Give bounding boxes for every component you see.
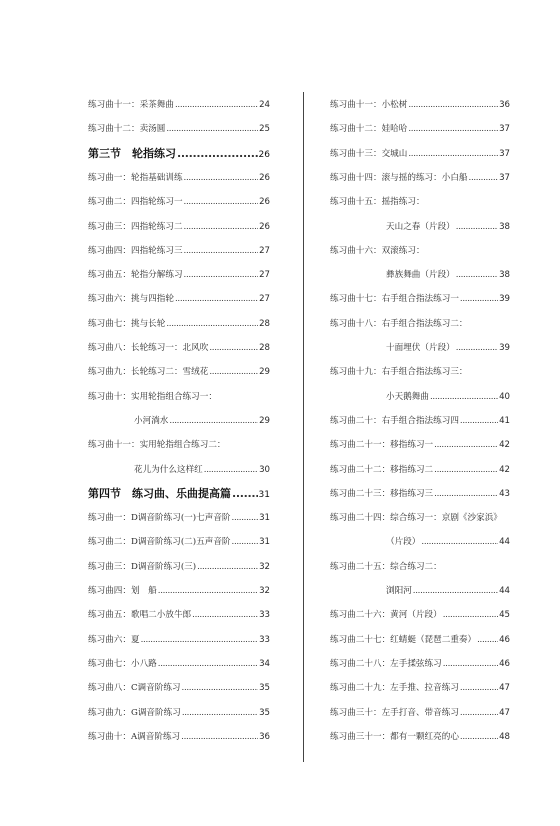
toc-entry[interactable]: [330, 194, 510, 210]
dot-leader: [460, 413, 498, 429]
dot-leader: [182, 680, 259, 696]
toc-page-number: 46: [499, 658, 510, 669]
toc-entry[interactable]: [330, 121, 510, 137]
toc-entry-title: 练习曲一：D调音阶练习(一)七声音阶: [88, 513, 231, 524]
dot-leader: [141, 632, 258, 648]
toc-page-number: 37: [499, 148, 510, 159]
toc-page-number: 30: [259, 464, 270, 475]
toc-page-number: 36: [259, 731, 270, 742]
toc-page-number: 41: [499, 415, 510, 426]
toc-entry-title: 练习曲六：夏: [88, 634, 140, 645]
toc-entry[interactable]: [88, 219, 270, 235]
dot-leader: [408, 97, 498, 113]
toc-entry-title: 练习曲二十四：综合练习一：京剧《沙家浜》: [330, 513, 502, 524]
toc-entry-title: 练习曲三十：左手打音、带音练习: [330, 707, 459, 718]
toc-entry[interactable]: [330, 291, 510, 307]
dot-leader: [434, 462, 498, 478]
toc-entry[interactable]: [88, 705, 270, 721]
dot-leader: [477, 632, 498, 648]
dot-leader: [158, 656, 258, 672]
toc-page-number: 32: [259, 561, 270, 572]
toc-page-number: 27: [259, 245, 270, 256]
toc-page-number: 26: [259, 197, 270, 208]
toc-page-number: 35: [259, 707, 270, 718]
toc-entry-title: 小河淌水: [134, 415, 169, 426]
toc-page-number: 44: [499, 586, 510, 596]
toc-page-number: 33: [259, 610, 270, 621]
dot-leader: [184, 170, 259, 186]
toc-entry[interactable]: [88, 364, 270, 380]
toc-entry[interactable]: [88, 437, 270, 453]
toc-entry-title: 练习曲七：小八路: [88, 658, 157, 669]
toc-page-number: 36: [499, 100, 510, 110]
toc-page-number: 40: [499, 391, 510, 402]
dot-leader: [232, 486, 258, 502]
toc-page-number: 39: [499, 343, 510, 353]
toc-entry[interactable]: [330, 680, 510, 696]
toc-entry[interactable]: [330, 729, 510, 745]
toc-entry-title: 练习曲二：四指轮练习一: [88, 197, 183, 208]
toc-entry[interactable]: [88, 583, 270, 599]
toc-page-number: 47: [499, 683, 510, 694]
toc-entry[interactable]: [330, 583, 510, 599]
dot-leader: [175, 97, 258, 113]
dot-leader: [413, 583, 498, 599]
toc-page-number: 37: [499, 172, 510, 183]
dot-leader: [456, 219, 498, 235]
toc-entry-title: 十面埋伏（片段）: [386, 343, 455, 353]
toc-page-number: 27: [259, 294, 270, 305]
dot-leader: [443, 607, 498, 623]
toc-entry-title: 练习曲八：长轮练习一：北风吹: [88, 343, 209, 353]
toc-entry[interactable]: [88, 656, 270, 672]
toc-entry[interactable]: [88, 267, 270, 283]
toc-entry[interactable]: [330, 437, 510, 453]
toc-entry-title: 第四节 练习曲、乐曲提高篇: [88, 486, 231, 500]
dot-leader: [169, 413, 258, 429]
toc-page-number: 29: [259, 367, 270, 378]
toc-page-number: 29: [259, 415, 270, 426]
toc-entry[interactable]: [88, 632, 270, 648]
toc-entry[interactable]: [330, 607, 510, 623]
toc-entry-title: 练习曲十一：小松树: [330, 100, 408, 110]
toc-page-number: 26: [259, 172, 270, 183]
toc-page-number: 25: [259, 124, 270, 135]
toc-entry-title: 练习曲五：歌唱二小放牛郎: [88, 610, 192, 621]
toc-page-number: 27: [259, 270, 270, 281]
toc-entry[interactable]: [330, 97, 510, 113]
toc-entry[interactable]: [88, 243, 270, 259]
toc-page-number: 34: [259, 658, 270, 669]
toc-entry-title: 练习曲十：实用轮指组合练习一：: [88, 391, 217, 402]
toc-page-number: 38: [499, 221, 510, 232]
toc-entry[interactable]: [330, 340, 510, 356]
dot-leader: [192, 607, 258, 623]
toc-page-number: 35: [259, 683, 270, 694]
dot-leader: [166, 316, 258, 332]
toc-page-number: 37: [499, 124, 510, 135]
toc-entry-title: 练习曲十七：右手组合指法练习一: [330, 294, 459, 305]
toc-entry[interactable]: [88, 510, 270, 526]
toc-entry[interactable]: [330, 486, 510, 502]
toc-page-number: 31: [259, 537, 270, 548]
toc-entry-title: 小天鹅舞曲: [386, 391, 429, 402]
dot-leader: [184, 194, 259, 210]
toc-page-number: 24: [259, 100, 270, 110]
toc-entry[interactable]: [88, 534, 270, 550]
toc-entry[interactable]: [330, 243, 510, 259]
toc-page-number: 45: [499, 610, 510, 621]
toc-entry[interactable]: [88, 170, 270, 186]
dot-leader: [181, 729, 258, 745]
dot-leader: [434, 486, 498, 502]
toc-page-number: 44: [499, 537, 510, 548]
toc-entry-title: 练习曲五：轮指分解练习: [88, 270, 183, 281]
toc-page-number: 28: [259, 318, 270, 329]
toc-entry[interactable]: [88, 607, 270, 623]
toc-entry-title: 练习曲二十三：移指练习三: [330, 488, 434, 499]
toc-entry[interactable]: [330, 656, 510, 672]
toc-entry[interactable]: [330, 146, 510, 162]
toc-entry[interactable]: [330, 534, 510, 550]
dot-leader: [209, 364, 258, 380]
toc-entry-title: 练习曲二十一：移指练习一: [330, 440, 434, 451]
toc-page-number: 42: [499, 440, 510, 451]
dot-leader: [456, 340, 498, 356]
toc-page-number: 48: [499, 731, 510, 742]
dot-leader: [158, 583, 258, 599]
toc-entry[interactable]: [88, 316, 270, 332]
toc-entry[interactable]: [330, 632, 510, 648]
toc-entry-title: 练习曲二十五：综合练习二：: [330, 561, 442, 572]
dot-leader: [166, 121, 258, 137]
toc-entry-title: 练习曲十四：滚与摇的练习：小白船: [330, 172, 468, 183]
toc-entry-title: 练习曲六：挑与四指轮: [88, 294, 174, 305]
toc-entry-title: 练习曲八：C调音阶练习: [88, 683, 181, 694]
toc-entry[interactable]: [330, 413, 510, 429]
toc-page-number: 46: [499, 634, 510, 645]
toc-entry-title: 练习曲十八：右手组合指法练习二：: [330, 318, 468, 329]
toc-entry-title: 练习曲十一：采茶舞曲: [88, 100, 174, 110]
toc-entry[interactable]: [88, 559, 270, 575]
dot-leader: [209, 340, 258, 356]
dot-leader: [430, 389, 498, 405]
toc-page-number: 26: [258, 149, 270, 160]
toc-entry-title: 练习曲四：四指轮练习三: [88, 245, 183, 256]
toc-entry-title: 练习曲十二：娃哈哈: [330, 124, 408, 135]
toc-entry[interactable]: [88, 729, 270, 745]
toc-section-heading[interactable]: [88, 486, 270, 502]
dot-leader: [469, 170, 499, 186]
toc-entry-title: 彝族舞曲（片段）: [386, 270, 455, 281]
toc-entry[interactable]: [88, 462, 270, 478]
toc-page-number: 28: [259, 343, 270, 353]
toc-entry-title: 练习曲十五：摇指练习：: [330, 197, 425, 208]
toc-entry[interactable]: [330, 705, 510, 721]
dot-leader: [177, 146, 258, 162]
toc-entry[interactable]: [88, 389, 270, 405]
toc-entry-title: 练习曲二十：右手组合指法练习四: [330, 415, 459, 426]
dot-leader: [184, 243, 259, 259]
toc-entry-title: 练习曲九：G调音阶练习: [88, 707, 181, 718]
toc-entry[interactable]: [330, 316, 510, 332]
dot-leader: [434, 437, 498, 453]
dot-leader: [184, 219, 259, 235]
toc-entry[interactable]: [330, 389, 510, 405]
dot-leader: [184, 267, 259, 283]
toc-entry-title: 练习曲二：D调音阶练习(二)五声音阶: [88, 537, 231, 548]
toc-page-number: 42: [499, 464, 510, 475]
dot-leader: [182, 705, 258, 721]
toc-entry[interactable]: [330, 510, 510, 526]
toc-entry-title: 天山之春（片段）: [386, 221, 455, 232]
toc-section-heading[interactable]: [88, 146, 270, 162]
toc-entry-title: 练习曲一：轮指基础训练: [88, 172, 183, 183]
toc-entry-title: 练习曲二十八：左手揉弦练习: [330, 658, 442, 669]
toc-entry-title: 练习曲二十七：红蜻蜓（琵琶二重奏）: [330, 634, 477, 645]
toc-entry-title: 练习曲十六：双滚练习：: [330, 245, 425, 256]
toc-entry-title: 练习曲四：划 船: [88, 586, 157, 596]
toc-entry[interactable]: [88, 97, 270, 113]
dot-leader: [456, 267, 498, 283]
toc-entry[interactable]: [330, 170, 510, 186]
dot-leader: [408, 121, 498, 137]
toc-page-number: 32: [259, 586, 270, 596]
toc-page-number: 31: [258, 489, 270, 500]
toc-entry[interactable]: [88, 413, 270, 429]
toc-entry[interactable]: [88, 340, 270, 356]
toc-entry-title: 练习曲二十九：左手推、拉音练习: [330, 683, 459, 694]
toc-entry-title: 练习曲九：长轮练习二：雪绒花: [88, 367, 209, 378]
dot-leader: [408, 146, 498, 162]
toc-entry-title: （片段）: [386, 537, 421, 548]
toc-entry[interactable]: [330, 462, 510, 478]
toc-entry-title: 第三节 轮指练习: [88, 146, 176, 160]
dot-leader: [460, 729, 498, 745]
toc-entry-title: 练习曲二十六：黄河（片段）: [330, 610, 442, 621]
toc-page-number: 33: [259, 634, 270, 645]
dot-leader: [460, 291, 498, 307]
toc-entry-title: 练习曲三十一：都有一颗红亮的心: [330, 731, 459, 742]
toc-entry-title: 练习曲三：D调音阶练习(三): [88, 561, 197, 572]
toc-page-number: 38: [499, 270, 510, 281]
toc-entry[interactable]: [88, 680, 270, 696]
toc-entry-title: 浏阳河: [386, 586, 412, 596]
dot-leader: [443, 656, 498, 672]
toc-entry-title: 练习曲十九：右手组合指法练习三：: [330, 367, 468, 378]
dot-leader: [197, 559, 258, 575]
toc-page-number: 31: [259, 513, 270, 524]
dot-leader: [460, 705, 498, 721]
toc-entry-title: 练习曲七：挑与长轮: [88, 318, 166, 329]
toc-entry[interactable]: [88, 121, 270, 137]
toc-entry-title: 练习曲十二：卖汤圆: [88, 124, 166, 135]
toc-entry[interactable]: [330, 267, 510, 283]
column-divider: [303, 92, 304, 762]
toc-entry-title: 花儿为什么这样红: [134, 464, 203, 475]
toc-entry-title: 练习曲十一：实用轮指组合练习二：: [88, 440, 226, 451]
toc-entry[interactable]: [330, 364, 510, 380]
toc-entry[interactable]: [330, 219, 510, 235]
dot-leader: [232, 534, 259, 550]
dot-leader: [460, 680, 498, 696]
toc-entry-title: 练习曲二十二：移指练习二: [330, 464, 434, 475]
dot-leader: [204, 462, 258, 478]
toc-entry-title: 练习曲十：A调音阶练习: [88, 731, 181, 742]
dot-leader: [175, 291, 258, 307]
toc-page-number: 39: [499, 294, 510, 305]
dot-leader: [232, 510, 259, 526]
toc-entry-title: 练习曲十三：交城山: [330, 148, 408, 159]
dot-leader: [421, 534, 498, 550]
toc-page-number: 26: [259, 221, 270, 232]
toc-entry[interactable]: [330, 559, 510, 575]
toc-page-number: 43: [499, 488, 510, 499]
toc-entry[interactable]: [88, 291, 270, 307]
toc-entry-title: 练习曲三：四指轮练习二: [88, 221, 183, 232]
toc-entry[interactable]: [88, 194, 270, 210]
toc-page-number: 47: [499, 707, 510, 718]
